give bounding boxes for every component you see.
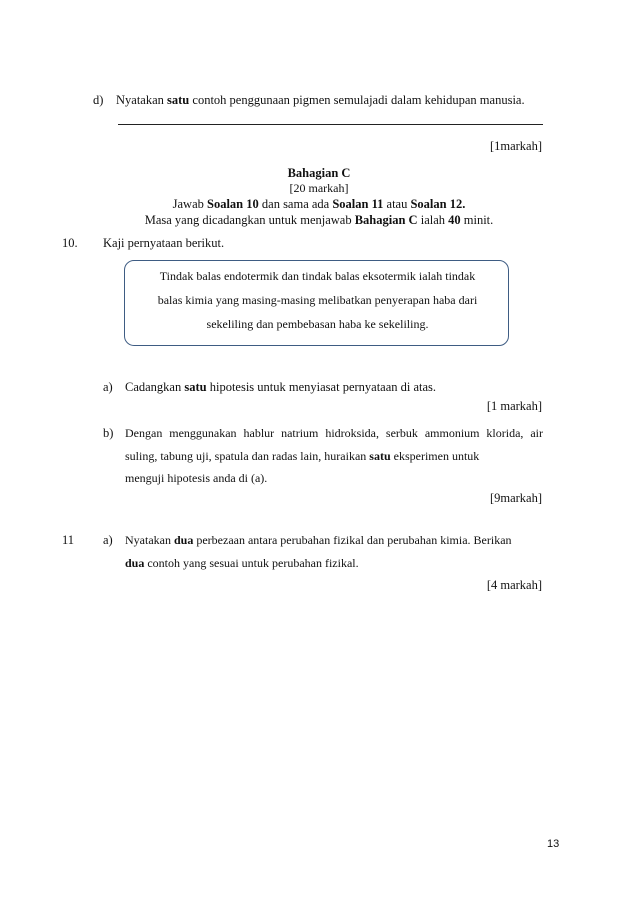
q11a-bold-1: dua — [173, 533, 194, 547]
instr2-p1: Masa yang dicadangkan untuk menjawab — [144, 213, 355, 227]
statement-box — [124, 260, 509, 346]
q10a-label: a) — [103, 380, 113, 394]
q11a-marks: [4 markah] — [486, 578, 542, 592]
q11a-line-2 — [125, 556, 359, 571]
q9d-marks: [1markah] — [489, 139, 542, 153]
q11a-mid: perbezaan antara perubahan fizikal dan perubahan kimia. Berikan — [193, 533, 512, 547]
section-title: Bahagian C — [287, 166, 351, 180]
q11a-bold-2: dua — [125, 556, 145, 570]
section-instruction-2 — [0, 213, 638, 228]
answer-line — [118, 124, 543, 125]
q11-number: 11 — [62, 533, 75, 547]
q10-intro: Kaji pernyataan berikut. — [103, 236, 225, 250]
q9d-text-bold: satu — [167, 93, 190, 107]
instr1-p1: Jawab — [172, 197, 207, 211]
instr1-b1: Soalan 10 — [207, 197, 259, 211]
instr2-p3: minit. — [460, 213, 494, 227]
instr2-b1: Bahagian C — [354, 213, 418, 227]
q10b-line-2 — [125, 449, 479, 464]
q10a-pre: Cadangkan — [125, 380, 185, 394]
statement-line-1: Tindak balas endotermik dan tindak balas eksotermik ialah tindak — [159, 269, 476, 283]
q9d-text — [116, 93, 525, 108]
q9d-text-pre: Nyatakan — [116, 93, 168, 107]
instr2-p2: ialah — [417, 213, 449, 227]
q10b-line-3: menguji hipotesis anda di (a). — [125, 471, 268, 485]
page-number: 13 — [547, 838, 560, 850]
q10a-marks: [1 markah] — [486, 399, 542, 413]
q10b-line2-post: eksperimen untuk — [390, 449, 480, 463]
q10b-line-1: Dengan menggunakan hablur natrium hidroksida, serbuk ammonium klorida, air — [125, 426, 543, 440]
q10b-line2-pre: suling, tabung uji, spatula dan radas lain, huraikan — [125, 449, 370, 463]
q10-number: 10. — [62, 236, 78, 250]
q9d-text-post: contoh penggunaan pigmen semulajadi dalam kehidupan manusia. — [189, 93, 525, 107]
q10a-text — [125, 380, 436, 395]
q11a-pre: Nyatakan — [125, 533, 174, 547]
section-instruction-1 — [0, 197, 638, 212]
q10b-label: b) — [103, 426, 114, 440]
q11a-post: contoh yang sesuai untuk perubahan fizikal. — [144, 556, 359, 570]
q10b-marks: [9markah] — [489, 491, 542, 505]
q9d-label: d) — [93, 93, 104, 107]
statement-line-3: sekeliling dan pembebasan haba ke sekeliling. — [206, 317, 429, 331]
q10a-bold: satu — [184, 380, 207, 394]
statement-line-2: balas kimia yang masing-masing melibatkan penyerapan haba dari — [157, 293, 478, 307]
instr1-b2: Soalan 11 — [332, 197, 384, 211]
instr1-b3: Soalan 12. — [410, 197, 466, 211]
instr1-p2: dan sama ada — [258, 197, 333, 211]
instr1-p3: atau — [383, 197, 411, 211]
q10a-post: hipotesis untuk menyiasat pernyataan di atas. — [206, 380, 437, 394]
q11a-label: a) — [103, 533, 113, 547]
instr2-b2: 40 — [448, 213, 461, 227]
q10b-line2-bold: satu — [369, 449, 391, 463]
section-marks: [20 markah] — [289, 181, 349, 195]
q11a-line-1 — [125, 533, 512, 548]
